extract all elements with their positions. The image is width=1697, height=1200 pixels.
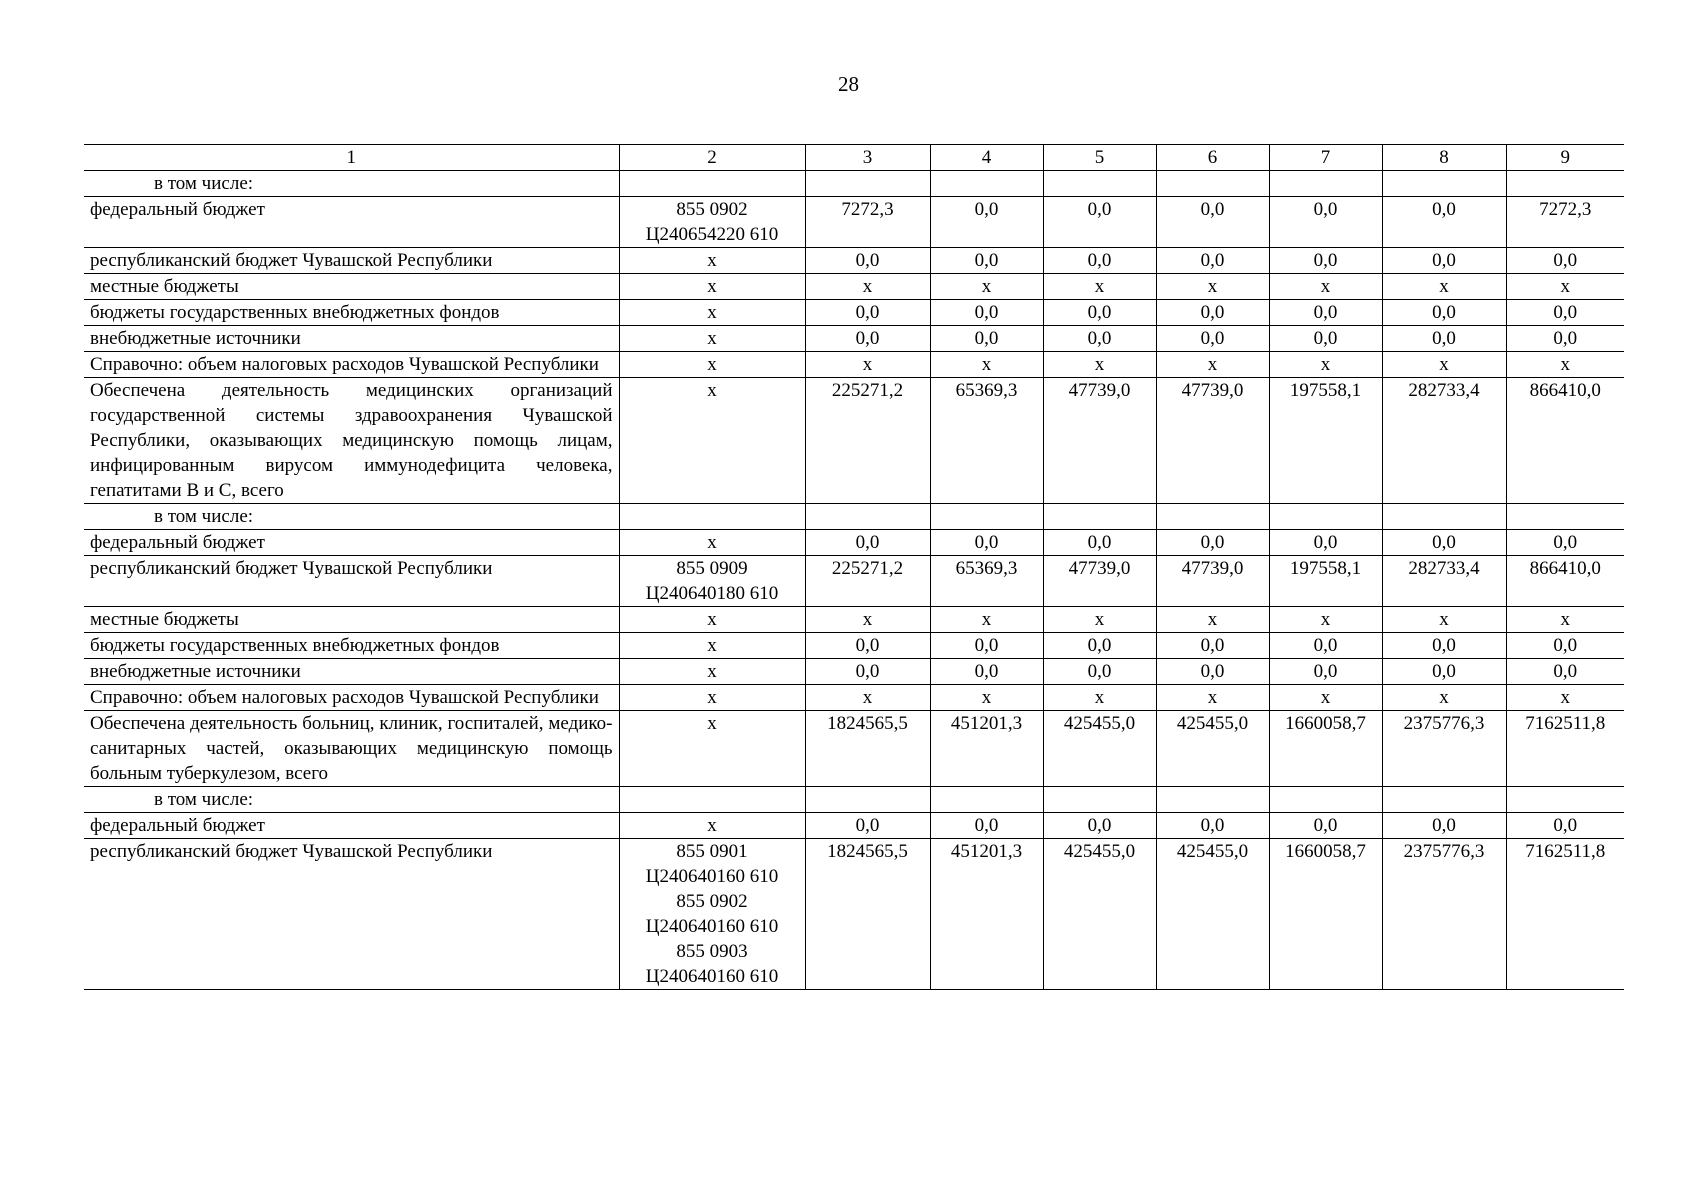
table-row — [84, 633, 1624, 659]
table-row — [84, 607, 1624, 633]
column-header: 7 — [1269, 145, 1382, 171]
budget-code-cell — [619, 813, 805, 839]
row-name: Справочно: объем налоговых расходов Чувашской Республики — [84, 352, 619, 378]
value-cell: x — [930, 352, 1043, 378]
column-header: 1 — [84, 145, 619, 171]
value-cell: 7162511,8 — [1506, 839, 1624, 990]
budget-code: x — [707, 250, 717, 271]
value-cell: x — [1506, 607, 1624, 633]
row-name: бюджеты государственных внебюджетных фондов — [84, 300, 619, 326]
row-name: местные бюджеты — [84, 607, 619, 633]
value-cell — [1043, 504, 1156, 530]
value-cell — [1043, 787, 1156, 813]
value-cell: 0,0 — [1156, 659, 1269, 685]
budget-code: 855 0903 — [676, 941, 748, 962]
value-cell — [1043, 171, 1156, 197]
value-cell — [805, 504, 930, 530]
budget-code-cell — [619, 300, 805, 326]
value-cell: 1660058,7 — [1269, 711, 1382, 787]
value-cell: 425455,0 — [1156, 839, 1269, 990]
header-row — [84, 145, 1624, 171]
budget-code-cell — [619, 274, 805, 300]
value-cell: x — [1506, 685, 1624, 711]
value-cell: 225271,2 — [805, 378, 930, 504]
value-cell: 0,0 — [1382, 530, 1506, 556]
row-name: Справочно: объем налоговых расходов Чувашской Республики — [84, 685, 619, 711]
value-cell: 425455,0 — [1043, 711, 1156, 787]
budget-code: x — [707, 532, 717, 553]
value-cell — [1382, 787, 1506, 813]
value-cell: 0,0 — [930, 813, 1043, 839]
value-cell: 0,0 — [1506, 633, 1624, 659]
value-cell: x — [1043, 685, 1156, 711]
value-cell: 282733,4 — [1382, 556, 1506, 607]
budget-code-cell — [619, 504, 805, 530]
value-cell — [1269, 787, 1382, 813]
row-name: местные бюджеты — [84, 274, 619, 300]
row-name: в том числе: — [84, 787, 619, 813]
value-cell: 0,0 — [930, 248, 1043, 274]
column-header: 5 — [1043, 145, 1156, 171]
value-cell: x — [1269, 607, 1382, 633]
value-cell: 0,0 — [930, 197, 1043, 248]
value-cell: 7272,3 — [1506, 197, 1624, 248]
budget-code: x — [707, 380, 717, 401]
value-cell: x — [1269, 274, 1382, 300]
value-cell: x — [805, 685, 930, 711]
budget-code: x — [707, 661, 717, 682]
value-cell: 0,0 — [1506, 248, 1624, 274]
table-row — [84, 197, 1624, 248]
budget-code: Ц240640160 610 — [645, 916, 779, 937]
value-cell: 0,0 — [1269, 530, 1382, 556]
value-cell: 47739,0 — [1043, 378, 1156, 504]
table-row — [84, 839, 1624, 990]
value-cell — [1269, 171, 1382, 197]
value-cell: 282733,4 — [1382, 378, 1506, 504]
budget-code: Ц240640160 610 — [645, 966, 779, 987]
value-cell: 65369,3 — [930, 556, 1043, 607]
value-cell: 65369,3 — [930, 378, 1043, 504]
value-cell: x — [805, 274, 930, 300]
value-cell — [930, 171, 1043, 197]
budget-code-cell — [619, 171, 805, 197]
value-cell: 0,0 — [805, 633, 930, 659]
column-header: 6 — [1156, 145, 1269, 171]
value-cell: 0,0 — [1382, 813, 1506, 839]
table-row — [84, 326, 1624, 352]
row-name: республиканский бюджет Чувашской Республики — [84, 839, 619, 990]
value-cell: x — [930, 685, 1043, 711]
value-cell: 0,0 — [1043, 659, 1156, 685]
budget-code-cell — [619, 659, 805, 685]
budget-code: 855 0901 — [676, 841, 748, 862]
value-cell: 0,0 — [1269, 300, 1382, 326]
value-cell: x — [930, 274, 1043, 300]
budget-code-cell — [619, 711, 805, 787]
budget-code-cell — [619, 633, 805, 659]
value-cell: 0,0 — [1156, 633, 1269, 659]
value-cell: 0,0 — [930, 530, 1043, 556]
value-cell — [1506, 504, 1624, 530]
value-cell: 0,0 — [1156, 326, 1269, 352]
value-cell: x — [1506, 274, 1624, 300]
budget-code: 855 0902 — [676, 891, 748, 912]
value-cell — [1156, 787, 1269, 813]
value-cell: 0,0 — [1043, 248, 1156, 274]
value-cell: 0,0 — [1269, 326, 1382, 352]
column-header: 4 — [930, 145, 1043, 171]
row-name: Обеспечена деятельность больниц, клиник, госпиталей, медико-санитарных частей, оказывающих медицинскую помощь больным туберкулезом, всего — [84, 711, 619, 787]
value-cell: 1824565,5 — [805, 839, 930, 990]
value-cell: x — [805, 607, 930, 633]
value-cell: 7162511,8 — [1506, 711, 1624, 787]
budget-code-cell — [619, 839, 805, 990]
budget-code-cell — [619, 607, 805, 633]
value-cell: 1824565,5 — [805, 711, 930, 787]
value-cell — [805, 787, 930, 813]
value-cell: x — [1156, 685, 1269, 711]
value-cell: 0,0 — [930, 300, 1043, 326]
value-cell: 0,0 — [1043, 197, 1156, 248]
value-cell: x — [1382, 352, 1506, 378]
value-cell — [1382, 504, 1506, 530]
value-cell: x — [1506, 352, 1624, 378]
value-cell — [1156, 504, 1269, 530]
value-cell: 0,0 — [1043, 633, 1156, 659]
value-cell: 0,0 — [805, 248, 930, 274]
table-row — [84, 352, 1624, 378]
budget-code: x — [707, 713, 717, 734]
budget-code-cell — [619, 197, 805, 248]
value-cell: 0,0 — [1506, 326, 1624, 352]
value-cell: 0,0 — [1043, 530, 1156, 556]
budget-code: Ц240654220 610 — [645, 224, 779, 245]
value-cell: 0,0 — [805, 530, 930, 556]
budget-code-cell — [619, 787, 805, 813]
budget-code: 855 0902 — [676, 199, 748, 220]
budget-code: x — [707, 609, 717, 630]
row-name: республиканский бюджет Чувашской Республики — [84, 248, 619, 274]
table-row — [84, 504, 1624, 530]
column-header: 9 — [1506, 145, 1624, 171]
value-cell: 0,0 — [1506, 530, 1624, 556]
value-cell: 425455,0 — [1043, 839, 1156, 990]
value-cell: 0,0 — [1382, 248, 1506, 274]
column-header: 8 — [1382, 145, 1506, 171]
row-name: в том числе: — [84, 171, 619, 197]
budget-code-cell — [619, 556, 805, 607]
budget-code: x — [707, 354, 717, 375]
value-cell: x — [1382, 685, 1506, 711]
value-cell: 0,0 — [1043, 326, 1156, 352]
budget-code: x — [707, 328, 717, 349]
value-cell: 866410,0 — [1506, 378, 1624, 504]
value-cell: x — [805, 352, 930, 378]
budget-code-cell — [619, 685, 805, 711]
value-cell: 47739,0 — [1156, 556, 1269, 607]
value-cell: x — [1156, 607, 1269, 633]
value-cell: 7272,3 — [805, 197, 930, 248]
value-cell: 0,0 — [1269, 248, 1382, 274]
row-name: федеральный бюджет — [84, 530, 619, 556]
budget-code: x — [707, 635, 717, 656]
value-cell: x — [1043, 607, 1156, 633]
value-cell: 0,0 — [1506, 659, 1624, 685]
budget-code: x — [707, 302, 717, 323]
value-cell: 1660058,7 — [1269, 839, 1382, 990]
value-cell: 0,0 — [1269, 813, 1382, 839]
value-cell — [1382, 171, 1506, 197]
row-name: федеральный бюджет — [84, 197, 619, 248]
value-cell — [930, 787, 1043, 813]
page-number: 28 — [838, 72, 859, 96]
value-cell: 0,0 — [805, 659, 930, 685]
value-cell: x — [930, 607, 1043, 633]
value-cell: 197558,1 — [1269, 556, 1382, 607]
row-name: республиканский бюджет Чувашской Республики — [84, 556, 619, 607]
budget-code: 855 0909 — [676, 558, 748, 579]
value-cell: x — [1043, 274, 1156, 300]
value-cell: 0,0 — [1382, 197, 1506, 248]
value-cell: 0,0 — [1043, 813, 1156, 839]
table-body — [84, 171, 1624, 990]
value-cell: 197558,1 — [1269, 378, 1382, 504]
value-cell: x — [1382, 607, 1506, 633]
value-cell: 451201,3 — [930, 839, 1043, 990]
table-row — [84, 556, 1624, 607]
value-cell: 0,0 — [1156, 248, 1269, 274]
value-cell: x — [1156, 352, 1269, 378]
value-cell — [1506, 171, 1624, 197]
budget-table — [84, 144, 1624, 990]
value-cell: 0,0 — [930, 633, 1043, 659]
row-name: Обеспечена деятельность медицинских организаций государственной системы здравоохранения Чувашской Республики, оказывающих медицинскую помощь лицам, инфицированным вирусом иммунодефицита человека, гепатитами B и C, всего — [84, 378, 619, 504]
value-cell: 0,0 — [930, 326, 1043, 352]
table-row — [84, 813, 1624, 839]
value-cell — [805, 171, 930, 197]
table-row — [84, 659, 1624, 685]
table-row — [84, 274, 1624, 300]
row-name: в том числе: — [84, 504, 619, 530]
value-cell: x — [1043, 352, 1156, 378]
value-cell: 0,0 — [1269, 659, 1382, 685]
budget-code: x — [707, 815, 717, 836]
value-cell: 0,0 — [1506, 300, 1624, 326]
value-cell: x — [1382, 274, 1506, 300]
value-cell: 0,0 — [805, 813, 930, 839]
column-header: 3 — [805, 145, 930, 171]
value-cell: 866410,0 — [1506, 556, 1624, 607]
table-row — [84, 787, 1624, 813]
value-cell: 2375776,3 — [1382, 839, 1506, 990]
budget-code-cell — [619, 248, 805, 274]
value-cell: 0,0 — [1382, 326, 1506, 352]
budget-code: Ц240640180 610 — [645, 583, 779, 604]
value-cell: 451201,3 — [930, 711, 1043, 787]
value-cell: 0,0 — [1156, 300, 1269, 326]
value-cell: 0,0 — [1269, 633, 1382, 659]
table-row — [84, 248, 1624, 274]
value-cell: 225271,2 — [805, 556, 930, 607]
budget-code-cell — [619, 530, 805, 556]
value-cell: 425455,0 — [1156, 711, 1269, 787]
row-name: федеральный бюджет — [84, 813, 619, 839]
table-row — [84, 685, 1624, 711]
row-name: внебюджетные источники — [84, 659, 619, 685]
row-name: внебюджетные источники — [84, 326, 619, 352]
value-cell: 0,0 — [1269, 197, 1382, 248]
value-cell: 2375776,3 — [1382, 711, 1506, 787]
budget-code: x — [707, 276, 717, 297]
column-header: 2 — [619, 145, 805, 171]
value-cell: x — [1269, 685, 1382, 711]
row-name: бюджеты государственных внебюджетных фондов — [84, 633, 619, 659]
value-cell: x — [1156, 274, 1269, 300]
table-row — [84, 530, 1624, 556]
value-cell: x — [1269, 352, 1382, 378]
budget-code-cell — [619, 352, 805, 378]
value-cell — [1156, 171, 1269, 197]
value-cell: 0,0 — [930, 659, 1043, 685]
budget-code: Ц240640160 610 — [645, 866, 779, 887]
table-row — [84, 711, 1624, 787]
value-cell: 0,0 — [1043, 300, 1156, 326]
value-cell — [1269, 504, 1382, 530]
value-cell: 0,0 — [1506, 813, 1624, 839]
value-cell: 0,0 — [1156, 813, 1269, 839]
value-cell: 0,0 — [1156, 197, 1269, 248]
value-cell: 0,0 — [1382, 659, 1506, 685]
value-cell: 0,0 — [1382, 300, 1506, 326]
value-cell: 47739,0 — [1156, 378, 1269, 504]
value-cell: 47739,0 — [1043, 556, 1156, 607]
table-row — [84, 300, 1624, 326]
budget-code-cell — [619, 378, 805, 504]
value-cell: 0,0 — [1382, 633, 1506, 659]
value-cell: 0,0 — [1156, 530, 1269, 556]
value-cell — [1506, 787, 1624, 813]
table-row — [84, 171, 1624, 197]
value-cell — [930, 504, 1043, 530]
table-row — [84, 378, 1624, 504]
value-cell: 0,0 — [805, 300, 930, 326]
value-cell: 0,0 — [805, 326, 930, 352]
budget-code: x — [707, 687, 717, 708]
budget-code-cell — [619, 326, 805, 352]
